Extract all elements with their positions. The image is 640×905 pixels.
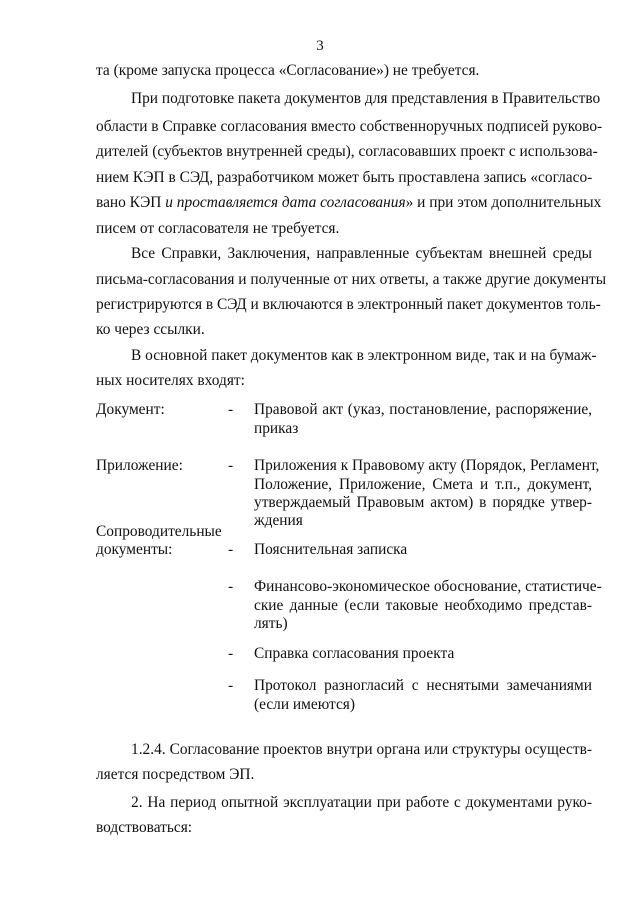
- text-line: ко через ссылки.: [96, 321, 205, 338]
- text-line: писем от согласователя не требуется.: [96, 220, 340, 237]
- list-dash: -: [228, 645, 234, 662]
- list-item-line: ждения: [254, 512, 303, 529]
- text-line: 2. На период опытной эксплуатации при работе с документами руко-: [131, 794, 592, 811]
- list-item-line: (если имеются): [254, 696, 355, 713]
- text-line: та (кроме запуска процесса «Согласование») не требуется.: [96, 62, 480, 79]
- text-line: письма-согласования и полученные от них ответы, а также другие документы: [96, 271, 607, 288]
- list-dash: -: [228, 578, 234, 595]
- list-item-line: Правовой акт (указ, постановление, распоряжение,: [254, 401, 592, 418]
- text-line: Все Справки, Заключения, направленные субъектам внешней среды: [131, 245, 592, 262]
- list-item-line: Приложения к Правовому акту (Порядок, Регламент,: [254, 457, 600, 474]
- text-line: водствоваться:: [96, 819, 193, 836]
- list-item-line: утверждаемый Правовым актом) в порядке утвер-: [254, 494, 592, 511]
- text-line: вано КЭП и проставляется дата согласования» и при этом дополнительных: [96, 194, 602, 211]
- list-item-line: лять): [254, 615, 288, 632]
- list-item-line: ские данные (если таковые необходимо представ-: [254, 597, 592, 614]
- list-label-appendix: Приложение:: [96, 457, 183, 474]
- italic-phrase: и проставляется дата согласования: [165, 194, 406, 211]
- list-dash: -: [228, 401, 234, 418]
- text-line: При подготовке пакета документов для представления в Правительство: [131, 90, 601, 107]
- list-label-document: Документ:: [96, 401, 165, 418]
- text-line: В основной пакет документов как в электронном виде, так и на бумаж-: [131, 347, 597, 364]
- text-line: дителей (субъектов внутренней среды), согласовавших проект с использова-: [96, 143, 598, 160]
- text-line: регистрируются в СЭД и включаются в электронный пакет документов толь-: [96, 296, 601, 313]
- text-line: области в Справке согласования вместо собственноручных подписей руково-: [96, 118, 603, 135]
- text-line: нием КЭП в СЭД, разработчиком может быть проставлена запись «согласо-: [96, 169, 593, 186]
- page-number: 3: [316, 38, 324, 54]
- text-line: 1.2.4. Согласование проектов внутри органа или структуры осуществ-: [131, 741, 592, 758]
- list-dash: -: [228, 457, 234, 474]
- text-line: ных носителях входят:: [96, 372, 245, 389]
- list-item-line: Справка согласования проекта: [254, 645, 455, 662]
- list-item-line: Пояснительная записка: [254, 541, 408, 558]
- list-label-supporting: документы:: [96, 541, 173, 558]
- list-dash: -: [228, 677, 234, 694]
- list-item-line: Протокол разногласий с неснятыми замечаниями: [254, 677, 592, 694]
- text-line: ляется посредством ЭП.: [96, 766, 255, 783]
- list-dash: -: [228, 541, 234, 558]
- list-item-line: Положение, Приложение, Смета и т.п., документ,: [254, 476, 592, 493]
- list-label-supporting: Сопроводительные: [96, 523, 222, 540]
- list-item-line: приказ: [254, 420, 299, 437]
- list-item-line: Финансово-экономическое обоснование, статистиче-: [254, 578, 602, 595]
